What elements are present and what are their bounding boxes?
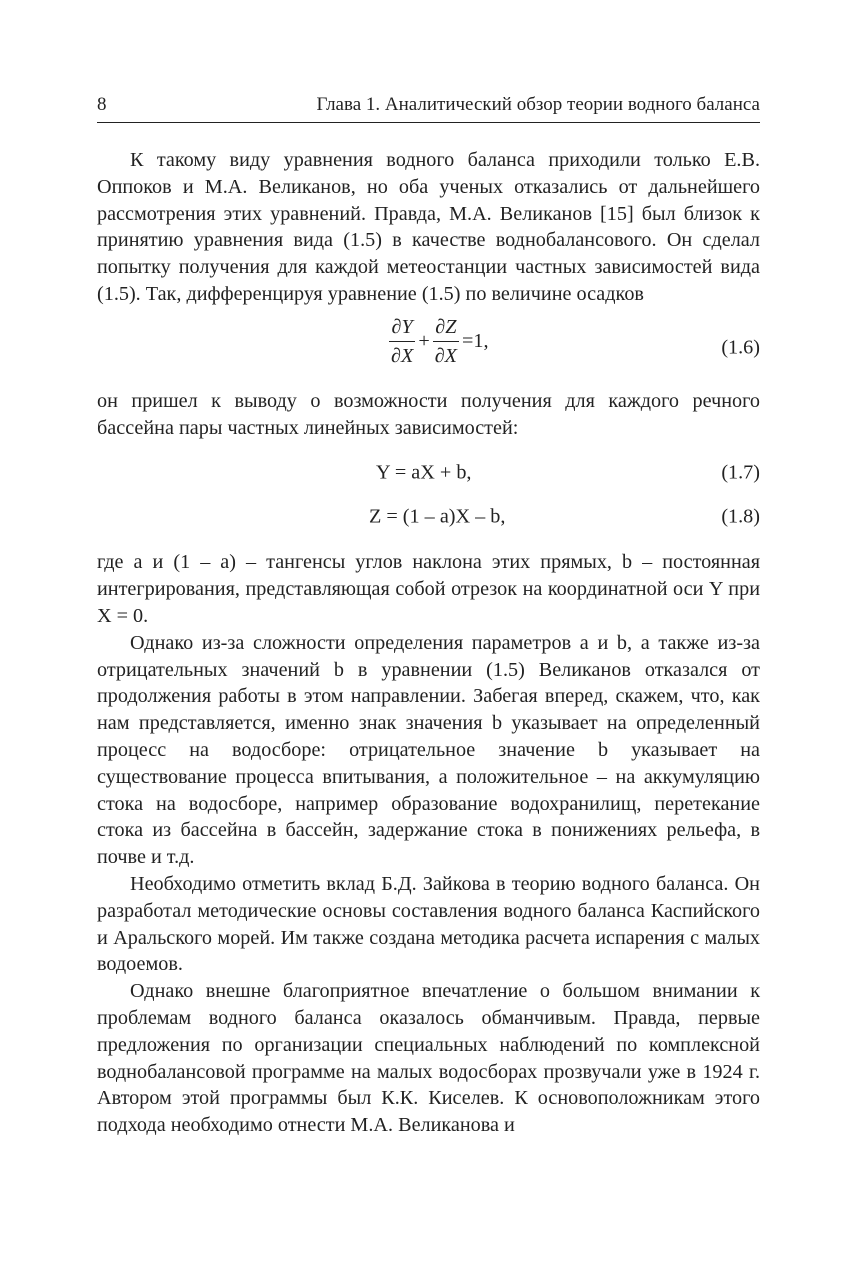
equation-1-7-formula: Y = aX + b, [376, 461, 472, 484]
fraction-dy-dx [389, 314, 415, 369]
equation-1-8-formula: Z = (1 – a)X – b, [369, 505, 506, 528]
page-number: 8 [97, 94, 107, 115]
fraction-denominator: ∂X [389, 341, 415, 369]
page [97, 92, 760, 1139]
equation-1-7 [97, 451, 760, 495]
paragraph-5: Необходимо отметить вклад Б.Д. Зайкова в теорию водного баланса. Он разработал методические основы составления водного баланса Каспийского и Аральского морей. Им также создана методика расчета испарения с малых водоемов. [97, 872, 760, 976]
plus-sign: + [418, 329, 430, 352]
paragraph-6: Однако внешне благоприятное впечатление о большом внимании к проблемам водного баланса оказалось обманчивым. Правда, первые предложения по организации специальных наблюдений по комплексной воднобалансовой программе на малых водосборах прозвучали уже в 1924 г. Автором этой программы был К.К. Киселев. К основоположникам этого подхода необходимо отнести М.А. Великанова и [97, 980, 760, 1137]
fraction-numerator: ∂Z [435, 315, 457, 338]
fraction-denominator: ∂X [433, 341, 459, 369]
running-head [97, 92, 760, 123]
fraction-numerator: ∂Y [391, 315, 413, 338]
paragraph-4: Однако из-за сложности определения параметров a и b, а также из-за отрицательных значений b в уравнении (1.5) Великанов отказался от продолжения работы в этом направлении. Забегая вперед, скажем, что, как нам представляется, именно знак значения b указывает на определенный процесс на водосборе: отрицательное значение b указывает на существование процесса впитывания, а положительное – на аккумуляцию стока на водосборе, например образование водохранилищ, перетекание стока из бассейна в бассейн, задержание стока в понижениях рельефа, в почве и т.д. [97, 631, 760, 869]
paragraph-2: он пришел к выводу о возможности получения для каждого речного бассейна пары частных линейных зависимостей: [97, 389, 760, 439]
chapter-title: Глава 1. Аналитический обзор теории водного баланса [316, 94, 760, 115]
equation-rhs: =1, [462, 329, 489, 352]
equation-1-6-formula [387, 314, 490, 369]
equation-number: (1.8) [721, 505, 760, 528]
equation-number: (1.6) [721, 336, 760, 359]
equation-number: (1.7) [721, 461, 760, 484]
equation-1-6 [97, 308, 760, 388]
paragraph-3: где a и (1 – a) – тангенсы углов наклона этих прямых, b – постоянная интегрирования, представляющая собой отрезок на координатной оси Y при X = 0. [97, 551, 760, 627]
body-text [97, 147, 760, 1139]
fraction-dz-dx [433, 314, 459, 369]
equation-1-8 [97, 495, 760, 539]
paragraph-1: К такому виду уравнения водного баланса приходили только Е.В. Оппоков и М.А. Великанов, но оба ученых отказались от дальнейшего рассмотрения этих уравнений. Правда, М.А. Великанов [15] был близок к принятию уравнения вида (1.5) в качестве воднобалансового. Он сделал попытку получения для каждой метеостанции частных зависимостей вида (1.5). Так, дифференцируя уравнение (1.5) по величине осадков [97, 149, 760, 305]
